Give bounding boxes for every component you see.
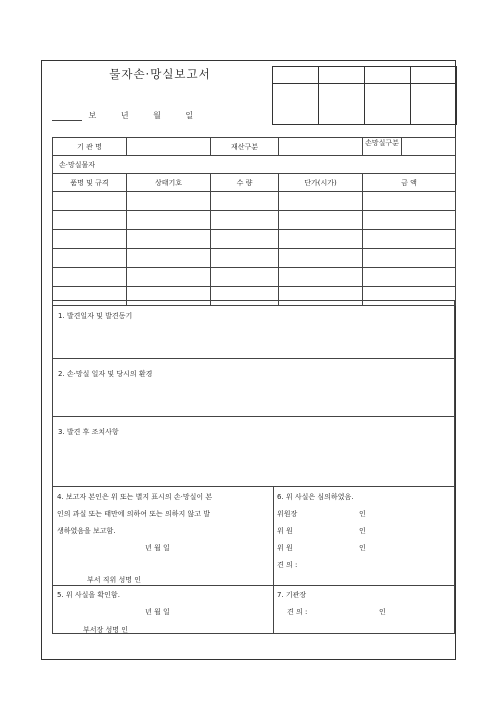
section-loss-environment[interactable] [52, 358, 455, 417]
loss-type-label: 손망실구분 [363, 138, 402, 155]
s6-opinion: 견 의 : [277, 561, 298, 569]
s4-line3: 생하였음을 보고함. [57, 527, 116, 535]
header-name-spec: 품명 및 규격 [53, 174, 127, 192]
agency-label: 기 관 명 [53, 138, 127, 156]
s4-line2: 인의 과실 또는 태만에 의하여 또는 의하지 않고 발 [57, 510, 211, 518]
table-row [53, 192, 456, 211]
report-label: 보 [88, 111, 97, 120]
section-actions[interactable] [52, 416, 455, 487]
property-type-label: 재산구분 [211, 138, 279, 156]
s4-line1: 4. 보고자 본인은 위 또는 별지 표시의 손·망실이 본 [57, 493, 213, 501]
report-date-line [52, 110, 215, 121]
property-type-value[interactable] [279, 138, 363, 156]
section-actions-label: 3. 발견 후 조치사항 [58, 428, 119, 436]
s4-date: 년 월 일 [145, 544, 170, 552]
section-loss-environment-label: 2. 손·망실 일자 및 당시의 환경 [58, 370, 153, 378]
table-row [53, 230, 456, 249]
approval-box [272, 66, 457, 125]
header-condition: 상태기호 [127, 174, 211, 192]
report-day: 일 [185, 111, 194, 120]
s7-seal: 인 [379, 608, 386, 616]
agency-value[interactable] [127, 138, 211, 156]
loss-type-value[interactable] [402, 138, 455, 155]
items-table [52, 137, 456, 306]
loss-items-label: 손·망실물자 [53, 156, 456, 174]
s7-opinion: 견 의 : [287, 608, 308, 616]
table-row [53, 249, 456, 268]
s6-member1: 위 원 [277, 527, 293, 535]
section-discovery[interactable] [52, 300, 455, 359]
s4-signature: 부서 직위 성명 인 [87, 576, 142, 584]
s5-signature: 부서장 성명 인 [83, 626, 129, 634]
header-amount: 금 액 [363, 174, 456, 192]
table-row [53, 268, 456, 287]
s7-title: 7. 기관장 [277, 591, 307, 599]
s5-date: 년 월 일 [145, 608, 170, 616]
signature-hdivider [53, 585, 454, 586]
header-quantity: 수 량 [211, 174, 279, 192]
s6-member1-seal: 인 [359, 527, 366, 535]
s6-member2: 위 원 [277, 544, 293, 552]
form-title: 물자손·망실보고서 [109, 67, 211, 81]
signature-divider [273, 487, 274, 633]
s5-title: 5. 위 사실을 확인함. [57, 591, 120, 599]
report-year: 년 [120, 111, 129, 120]
report-month: 월 [153, 111, 161, 120]
s6-title: 6. 위 사실은 심의하였음. [277, 493, 354, 501]
s6-chair: 위원장 [277, 510, 298, 518]
table-row [53, 211, 456, 230]
s6-chair-seal: 인 [359, 510, 366, 518]
section-discovery-label: 1. 발견일자 및 발견동기 [58, 312, 133, 320]
header-unit-price: 단가(시가) [279, 174, 363, 192]
signature-block [52, 486, 455, 634]
report-blank [52, 112, 82, 121]
s6-member2-seal: 인 [359, 544, 366, 552]
